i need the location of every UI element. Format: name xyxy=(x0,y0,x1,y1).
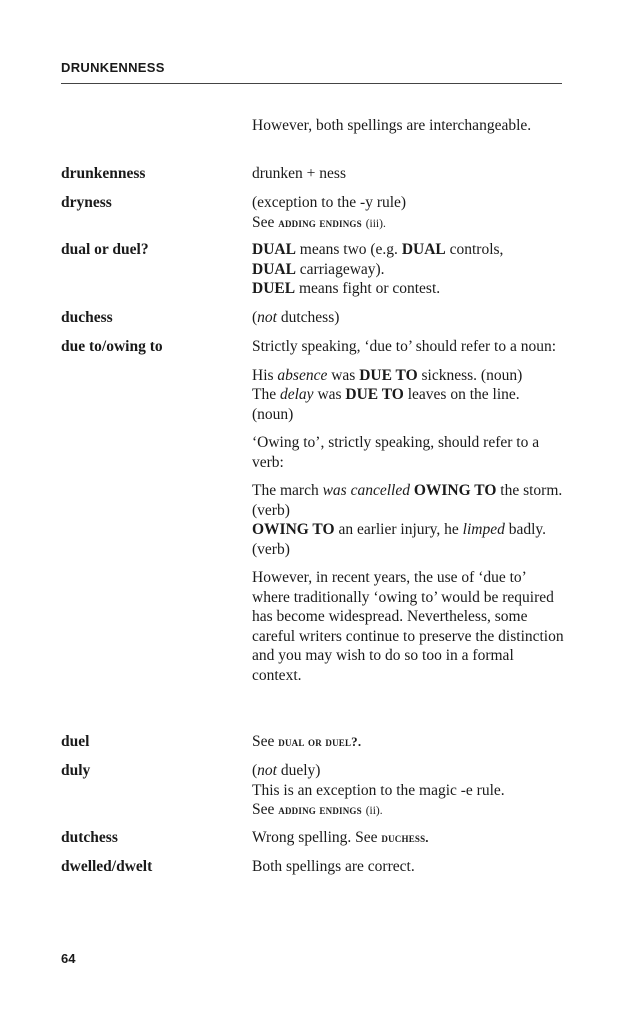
xref-adding-endings: adding endings xyxy=(278,214,362,230)
term-dutchess: dutchess xyxy=(61,829,118,846)
duly-line2: This is an exception to the magic -e rule. xyxy=(252,781,505,799)
text-span: The march xyxy=(252,482,323,499)
text-span: sickness. (noun) xyxy=(417,366,523,384)
running-head: DRUNKENNESS xyxy=(61,60,165,75)
due-to-para3: However, in recent years, the use of ‘due to’ where traditionally ‘owing to’ would be required has become widespread. Nevertheless, some careful writers continue to preserve the distinction and you may wish to do so too in a formal context. xyxy=(252,569,564,684)
text-span: an earlier injury, he xyxy=(334,521,463,538)
text-span: means two (e.g. xyxy=(295,241,402,258)
text-span: Wrong spelling. See xyxy=(252,829,378,846)
text-span: The xyxy=(252,386,280,403)
keyword: DUAL xyxy=(252,260,296,278)
due-to-example2 xyxy=(252,385,564,424)
def-duel xyxy=(252,732,564,752)
see-label: See xyxy=(252,801,275,818)
see-label: See xyxy=(252,213,275,231)
text-span: dutchess) xyxy=(276,309,340,326)
due-to-example3 xyxy=(252,481,564,520)
def-due-to-owing-to xyxy=(252,337,564,685)
keyword: DUE TO xyxy=(345,386,404,403)
xref-duchess: duchess. xyxy=(381,830,429,845)
dryness-see xyxy=(252,213,564,235)
xref-number: (ii). xyxy=(365,805,383,817)
text-span: carriageway). xyxy=(295,260,385,278)
due-to-example4 xyxy=(252,520,564,559)
text-span: His xyxy=(252,366,278,384)
italic-not: not xyxy=(257,762,277,779)
see-label: See xyxy=(252,733,275,750)
text-span: controls, xyxy=(445,241,504,258)
dual-line1 xyxy=(252,240,564,260)
def-dryness xyxy=(252,193,564,234)
xref-adding-endings: adding endings xyxy=(278,802,362,817)
def-drunkenness: drunken + ness xyxy=(252,165,346,182)
def-duly xyxy=(252,761,564,822)
dual-line3 xyxy=(252,279,564,299)
text-span: the storm. (verb) xyxy=(252,482,563,519)
xref-number: (iii). xyxy=(365,217,386,230)
def-dual-or-duel xyxy=(252,240,564,299)
text-span: was xyxy=(327,366,360,384)
dryness-line1: (exception to the -y rule) xyxy=(252,194,407,211)
keyword: OWING TO xyxy=(409,482,497,499)
term-duchess: duchess xyxy=(61,309,113,326)
text-span: duely) xyxy=(276,762,321,779)
intro-text: However, both spellings are interchangeable. xyxy=(252,117,532,134)
keyword: DUAL xyxy=(401,241,446,258)
page-number: 64 xyxy=(61,951,76,966)
due-to-example1 xyxy=(252,366,564,386)
italic-not: not xyxy=(257,309,277,326)
def-dwelled-dwelt: Both spellings are correct. xyxy=(252,858,415,875)
def-duchess xyxy=(252,308,564,328)
text-span: badly. (verb) xyxy=(252,521,547,558)
duly-line1 xyxy=(252,761,564,781)
term-dryness: dryness xyxy=(61,194,112,211)
xref-dual-or-duel: dual or duel?. xyxy=(278,734,362,749)
due-to-para1: Strictly speaking, ‘due to’ should refer to a noun: xyxy=(252,338,557,355)
text-span: ( xyxy=(252,762,258,779)
keyword: DUAL xyxy=(252,241,296,258)
term-due-to-owing-to: due to/owing to xyxy=(61,338,163,355)
duly-see xyxy=(252,800,564,822)
term-duly: duly xyxy=(61,762,91,779)
text-span: means fight or contest. xyxy=(295,280,441,297)
header-rule xyxy=(61,83,562,84)
italic-word: absence xyxy=(277,366,328,384)
italic-word: delay xyxy=(279,386,314,403)
keyword: OWING TO xyxy=(252,521,335,538)
keyword: DUE TO xyxy=(359,366,418,384)
italic-word: was cancelled xyxy=(322,482,410,499)
text-span: ( xyxy=(252,309,258,326)
text-span: leaves on the line. (noun) xyxy=(252,386,520,423)
term-dual-or-duel: dual or duel? xyxy=(61,241,149,258)
term-duel: duel xyxy=(61,733,90,750)
italic-word: limped xyxy=(462,521,505,538)
text-span: was xyxy=(313,386,346,403)
term-dwelled-dwelt: dwelled/dwelt xyxy=(61,858,153,875)
dual-line2 xyxy=(252,260,564,280)
due-to-para2: ‘Owing to’, strictly speaking, should refer to a verb: xyxy=(252,434,540,471)
def-dutchess xyxy=(252,828,564,848)
keyword: DUEL xyxy=(252,280,296,297)
term-drunkenness: drunkenness xyxy=(61,165,146,182)
